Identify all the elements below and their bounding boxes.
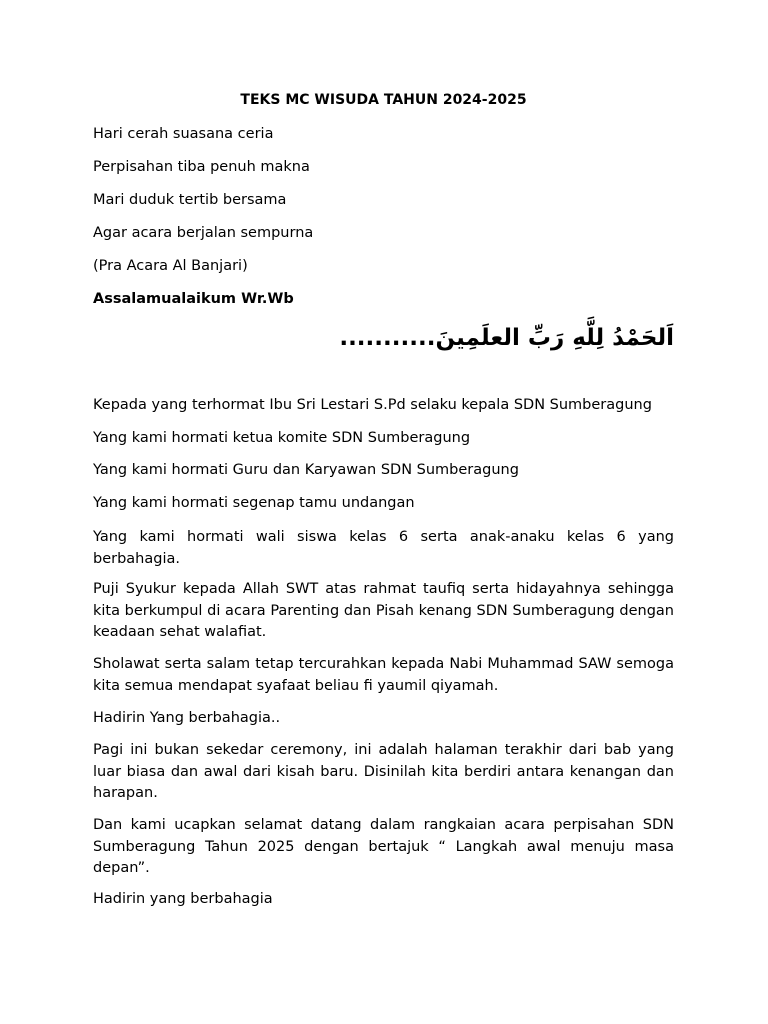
greeting-line-4: Yang kami hormati segenap tamu undangan [93, 495, 415, 511]
greeting-line-2: Yang kami hormati ketua komite SDN Sumberagung [93, 430, 471, 446]
arabic-hamdalah: اَلحَمْدُ لِلَّهِ رَبِّ العلَمِينَ........... [339, 325, 674, 351]
pra-acara-note: (Pra Acara Al Banjari) [93, 258, 248, 274]
pantun-line-3: Mari duduk tertib bersama [93, 192, 287, 208]
document-page [93, 0, 674, 1024]
paragraph-wali-siswa: Yang kami hormati wali siswa kelas 6 serta anak-anaku kelas 6 yang berbahagia. [93, 529, 674, 567]
pantun-line-2: Perpisahan tiba penuh makna [93, 159, 310, 175]
document-title: TEKS MC WISUDA TAHUN 2024-2025 [240, 92, 527, 108]
pantun-line-1: Hari cerah suasana ceria [93, 126, 274, 142]
paragraph-puji-syukur: Puji Syukur kepada Allah SWT atas rahmat taufiq serta hidayahnya sehingga kita berkumpul di acara Parenting dan Pisah kenang SDN Sumberagung dengan keadaan sehat walafiat. [93, 581, 674, 640]
greeting-line-3: Yang kami hormati Guru dan Karyawan SDN Sumberagung [93, 462, 519, 478]
greeting-line-1: Kepada yang terhormat Ibu Sri Lestari S.Pd selaku kepala SDN Sumberagung [93, 397, 652, 413]
paragraph-hadirin-1: Hadirin Yang berbahagia.. [93, 710, 281, 726]
paragraph-sholawat: Sholawat serta salam tetap tercurahkan kepada Nabi Muhammad SAW semoga kita semua mendapat syafaat beliau fi yaumil qiyamah. [93, 656, 674, 694]
salam-greeting: Assalamualaikum Wr.Wb [93, 291, 294, 307]
paragraph-selamat-datang: Dan kami ucapkan selamat datang dalam rangkaian acara perpisahan SDN Sumberagung Tahun 2025 dengan bertajuk “ Langkah awal menuju masa depan”. [93, 817, 674, 876]
paragraph-pagi-ini: Pagi ini bukan sekedar ceremony, ini adalah halaman terakhir dari bab yang luar biasa dan awal dari kisah baru. Disinilah kita berdiri antara kenangan dan harapan. [93, 742, 674, 801]
pantun-line-4: Agar acara berjalan sempurna [93, 225, 314, 241]
paragraph-hadirin-2: Hadirin yang berbahagia [93, 891, 273, 907]
